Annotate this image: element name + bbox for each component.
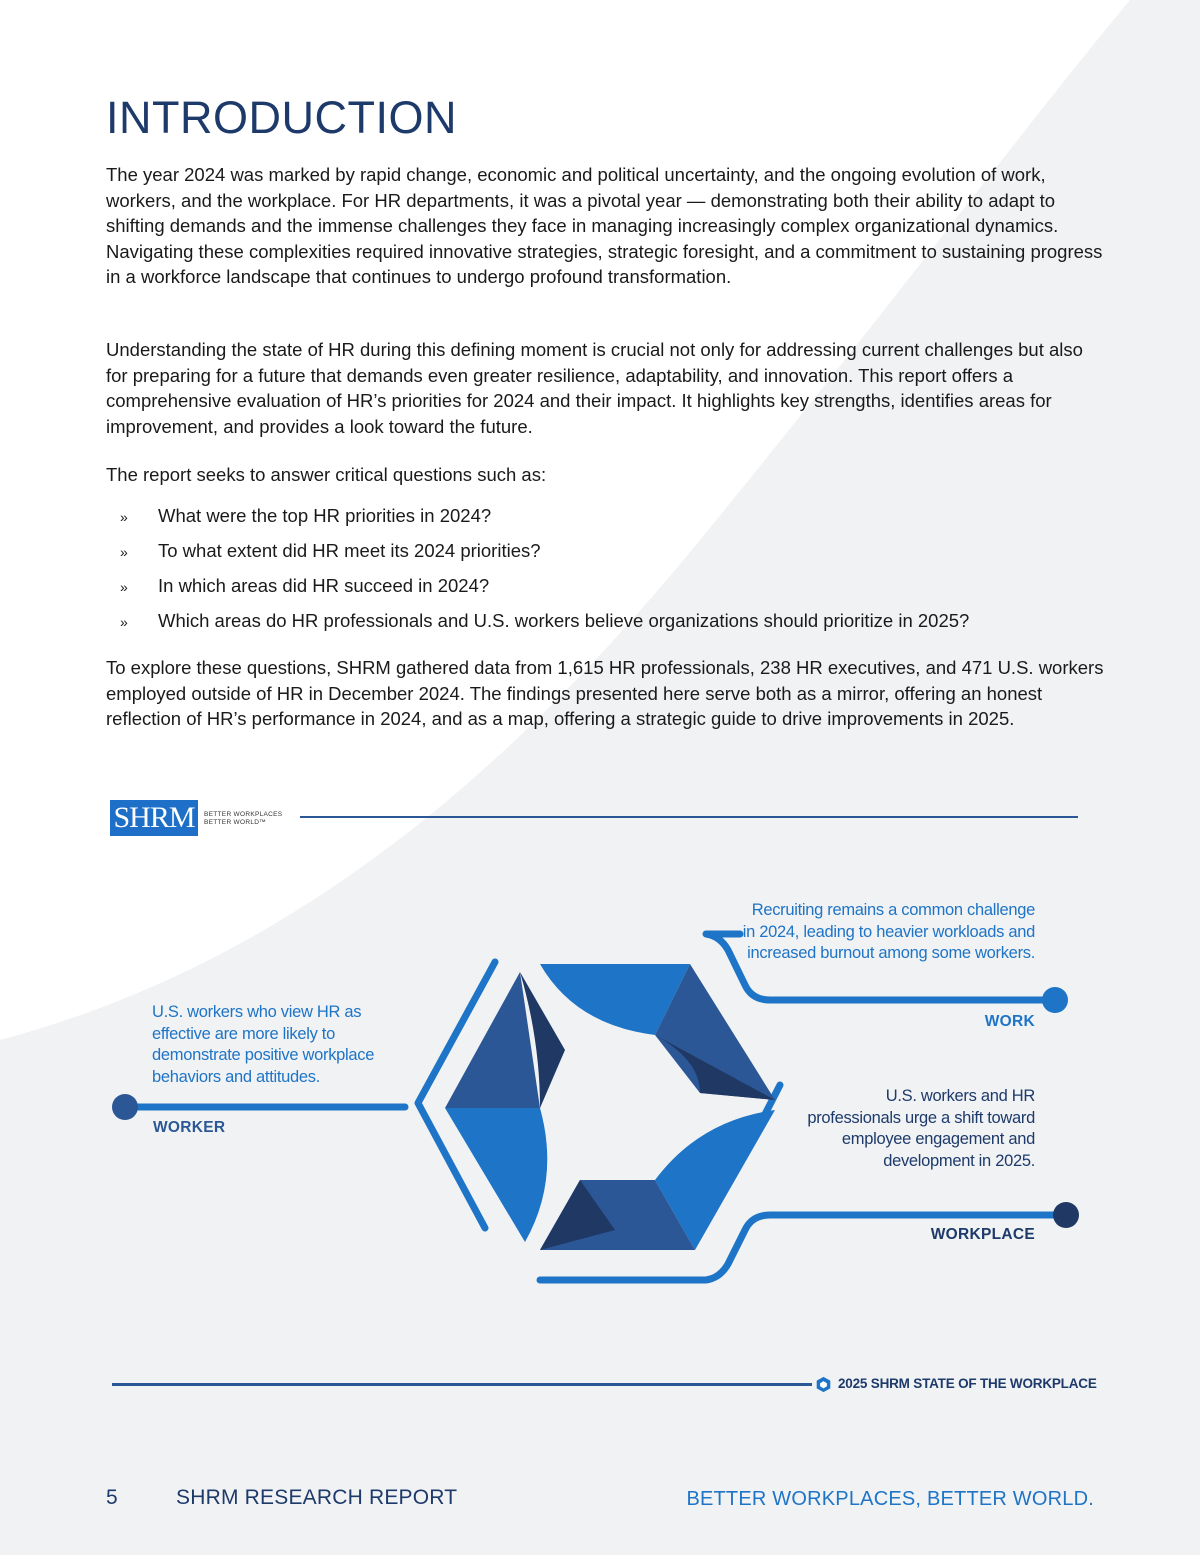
worker-label: WORKER [153, 1119, 226, 1136]
report-title: 2025 SHRM STATE OF THE WORKPLACE [838, 1376, 1097, 1391]
divider-line-bottom [112, 1383, 812, 1386]
footer-report-name: SHRM RESEARCH REPORT [176, 1486, 458, 1509]
question-text: In which areas did HR succeed in 2024? [158, 575, 490, 596]
hexagon-logo-icon [815, 1376, 832, 1393]
list-item [120, 540, 969, 575]
question-text: Which areas do HR professionals and U.S. workers believe organizations should prioritize in 2025? [158, 610, 970, 631]
bullet-icon: » [120, 544, 128, 560]
methodology-paragraph: To explore these questions, SHRM gathered data from 1,615 HR professionals, 238 HR executives, and 471 U.S. workers employed outside of HR in December 2024. The findings presented here serve both as a mirror, offering an honest reflection of HR’s performance in 2024, and as a map, offering a strategic guide to drive improvements in 2025. [106, 657, 1104, 729]
divider-line [300, 816, 1078, 818]
workplace-dot [1053, 1202, 1079, 1228]
list-item [120, 505, 969, 540]
intro-paragraph-1: The year 2024 was marked by rapid change, economic and political uncertainty, and the ongoing evolution of work, workers, and the workplace. For HR departments, it was a pivotal year — demonstrating both their ability to adapt to shifting demands and the immense challenges they face in managing increasingly complex organizational dynamics. Navigating these complexities required innovative strategies, strategic foresight, and a commitment to sustaining progress in a workforce landscape that continues to undergo profound transformation. [106, 164, 1103, 287]
worker-callout: U.S. workers who view HR as effective are more likely to demonstrate positive workplace behaviors and attitudes. [152, 1003, 375, 1086]
question-text: What were the top HR priorities in 2024? [158, 505, 492, 526]
bullet-icon: » [120, 614, 128, 630]
questions-intro: The report seeks to answer critical questions such as: [106, 464, 547, 485]
shrm-logo: SHRM [110, 800, 198, 836]
work-dot [1042, 987, 1068, 1013]
footer-tagline: BETTER WORKPLACES, BETTER WORLD. [686, 1488, 1094, 1510]
list-item [120, 575, 969, 610]
logo-tagline-line-2: BETTER WORLD™ [204, 819, 267, 826]
intro-paragraph-2: Understanding the state of HR during this defining moment is crucial not only for addressing current challenges but also for preparing for a future that demands even greater resilience, adaptability, and innovation. This report offers a comprehensive evaluation of HR’s priorities for 2024 and their impact. It highlights key strengths, identifies areas for improvement, and provides a look toward the future. [106, 339, 1083, 437]
workplace-label: WORKPLACE [930, 1226, 1035, 1243]
logo-tagline-line-1: BETTER WORKPLACES [204, 811, 283, 818]
page-number: 5 [106, 1486, 118, 1509]
list-item [120, 610, 969, 645]
workplace-callout: U.S. workers and HR professionals urge a shift toward employee engagement and development in 2025. [807, 1087, 1035, 1170]
work-callout: Recruiting remains a common challenge in 2024, leading to heavier workloads and increased burnout among some workers. [742, 901, 1035, 962]
worker-dot [112, 1094, 138, 1120]
work-label: WORK [984, 1013, 1035, 1030]
questions-list [120, 505, 969, 645]
page-title: INTRODUCTION [106, 92, 457, 143]
bullet-icon: » [120, 579, 128, 595]
question-text: To what extent did HR meet its 2024 priorities? [158, 540, 541, 561]
logo-tagline [204, 811, 282, 827]
bullet-icon: » [120, 509, 128, 525]
